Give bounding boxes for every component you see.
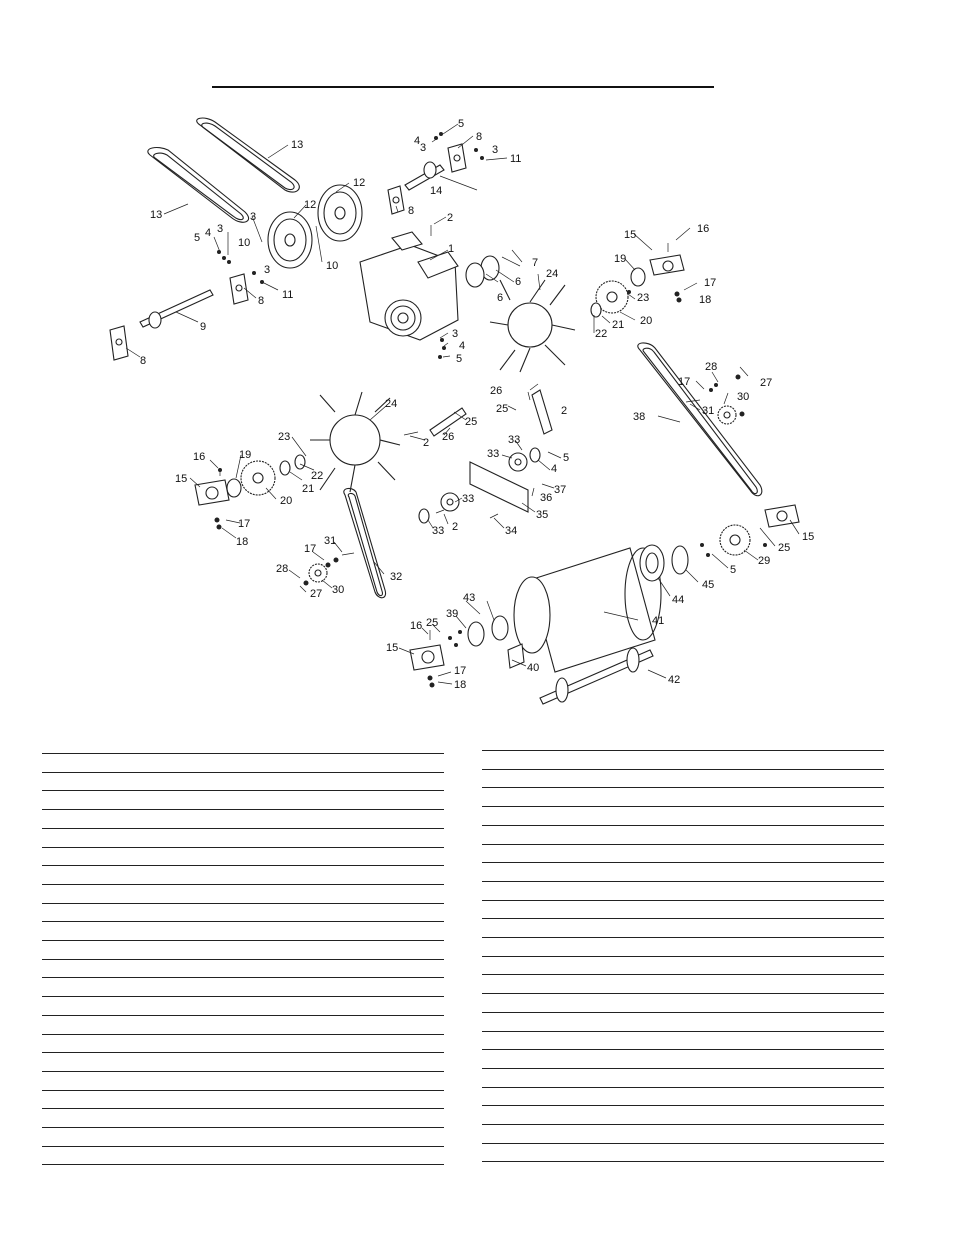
callout-11: 11 xyxy=(282,289,294,301)
pulley-6 xyxy=(466,256,499,287)
callout-33: 33 xyxy=(508,434,521,446)
callout-31: 31 xyxy=(702,405,715,417)
sprocket-29 xyxy=(720,525,750,555)
callout-25: 25 xyxy=(778,542,791,554)
engine-1 xyxy=(360,232,458,340)
table-row xyxy=(482,900,884,901)
table-row xyxy=(482,1161,884,1162)
hub-33-d xyxy=(530,448,540,462)
callout-27: 27 xyxy=(760,377,773,389)
table-row xyxy=(42,1108,444,1109)
callout-5: 5 xyxy=(194,232,201,244)
callout-14: 14 xyxy=(430,185,443,197)
table-row xyxy=(482,787,884,788)
table-row xyxy=(42,1164,444,1165)
table-row xyxy=(482,1087,884,1088)
callout-4: 4 xyxy=(459,340,466,352)
callout-15: 15 xyxy=(386,642,399,654)
callout-8: 8 xyxy=(140,355,147,367)
callout-11: 11 xyxy=(510,153,522,165)
roller-drum-41 xyxy=(514,548,661,672)
table-row xyxy=(42,865,444,866)
table-row xyxy=(42,1034,444,1035)
callout-2: 2 xyxy=(447,212,454,224)
callout-15: 15 xyxy=(624,229,637,241)
callout-22: 22 xyxy=(311,470,324,482)
callout-36: 36 xyxy=(540,492,553,504)
belt-13-front xyxy=(148,148,249,223)
callout-3: 3 xyxy=(492,144,499,156)
table-row xyxy=(42,996,444,997)
callout-23: 23 xyxy=(278,431,291,443)
callout-18: 18 xyxy=(454,679,467,691)
callout-18: 18 xyxy=(236,536,249,548)
flange-43 xyxy=(492,616,508,640)
table-row xyxy=(42,884,444,885)
table-row xyxy=(42,1052,444,1053)
callout-25: 25 xyxy=(496,403,509,415)
sprocket-30-right xyxy=(718,406,736,424)
callout-8: 8 xyxy=(476,131,483,143)
callout-25: 25 xyxy=(465,416,478,428)
callout-10: 10 xyxy=(326,260,339,272)
callout-40: 40 xyxy=(527,662,540,674)
callout-31: 31 xyxy=(324,535,337,547)
table-row xyxy=(42,977,444,978)
callout-37: 37 xyxy=(554,484,567,496)
callout-33: 33 xyxy=(462,493,475,505)
callout-21: 21 xyxy=(302,483,315,495)
callout-13: 13 xyxy=(291,139,304,151)
callout-30: 30 xyxy=(332,584,345,596)
parts-table-left xyxy=(42,753,444,1165)
callout-18: 18 xyxy=(699,294,712,306)
callout-24: 24 xyxy=(385,398,398,410)
callout-35: 35 xyxy=(536,509,549,521)
callout-30: 30 xyxy=(737,391,750,403)
table-row xyxy=(482,1012,884,1013)
callout-21: 21 xyxy=(612,319,625,331)
belt-13-rear xyxy=(197,118,300,192)
bearing-15-upper-right xyxy=(650,255,684,275)
hub-19-right xyxy=(631,268,645,286)
callout-17: 17 xyxy=(238,518,251,530)
table-row xyxy=(482,956,884,957)
table-row xyxy=(42,828,444,829)
callout-22: 22 xyxy=(595,328,608,340)
callout-44: 44 xyxy=(672,594,685,606)
sprocket-20-left xyxy=(241,461,275,495)
callout-3: 3 xyxy=(250,211,257,223)
pulley-12-rear xyxy=(318,185,362,241)
table-row xyxy=(42,1146,444,1147)
flange-45 xyxy=(672,546,688,574)
callout-19: 19 xyxy=(614,253,627,265)
callout-3: 3 xyxy=(217,223,224,235)
bracket-8-left xyxy=(110,326,128,360)
callout-43: 43 xyxy=(463,592,476,604)
callout-10: 10 xyxy=(238,237,251,249)
callout-3: 3 xyxy=(264,264,271,276)
table-row xyxy=(42,921,444,922)
table-row xyxy=(42,1071,444,1072)
callout-9: 9 xyxy=(200,321,207,333)
table-row xyxy=(482,881,884,882)
callout-5: 5 xyxy=(456,353,463,365)
hub-33-c xyxy=(419,509,429,523)
callout-4: 4 xyxy=(551,463,558,475)
table-row xyxy=(482,862,884,863)
flange-39 xyxy=(468,622,484,646)
callout-20: 20 xyxy=(280,495,293,507)
callout-2: 2 xyxy=(452,521,459,533)
callout-16: 16 xyxy=(697,223,710,235)
callout-26: 26 xyxy=(442,431,455,443)
washer-21-left xyxy=(280,461,290,475)
table-row xyxy=(482,750,884,751)
table-row xyxy=(482,769,884,770)
callout-5: 5 xyxy=(563,452,570,464)
table-row xyxy=(482,974,884,975)
callout-16: 16 xyxy=(193,451,206,463)
table-row xyxy=(482,993,884,994)
callout-17: 17 xyxy=(678,376,691,388)
callout-5: 5 xyxy=(458,118,465,130)
callout-2: 2 xyxy=(423,437,430,449)
sprocket-30-left xyxy=(309,564,327,582)
callout-4: 4 xyxy=(205,227,212,239)
pulley-12-front xyxy=(268,212,312,268)
callout-17: 17 xyxy=(304,543,317,555)
callout-39: 39 xyxy=(446,608,459,620)
callout-29: 29 xyxy=(758,555,771,567)
callout-33: 33 xyxy=(487,448,500,460)
callout-32: 32 xyxy=(390,571,403,583)
callout-23: 23 xyxy=(637,292,650,304)
callout-28: 28 xyxy=(705,361,718,373)
callout-labels xyxy=(140,118,814,691)
table-row xyxy=(42,847,444,848)
hub-33-a xyxy=(509,453,527,471)
callout-8: 8 xyxy=(408,205,415,217)
callout-3: 3 xyxy=(420,142,427,154)
table-row xyxy=(42,1127,444,1128)
callout-26: 26 xyxy=(490,385,503,397)
callout-6: 6 xyxy=(515,276,522,288)
table-row xyxy=(42,1015,444,1016)
belt-38 xyxy=(638,343,762,496)
table-row xyxy=(42,790,444,791)
table-row xyxy=(482,937,884,938)
callout-24: 24 xyxy=(546,268,559,280)
bracket-8-top-right xyxy=(448,144,466,172)
callout-13: 13 xyxy=(150,209,163,221)
callout-7: 7 xyxy=(532,257,539,269)
washer-22-left xyxy=(295,455,305,469)
callout-17: 17 xyxy=(454,665,467,677)
callout-12: 12 xyxy=(353,177,366,189)
callout-33: 33 xyxy=(432,525,445,537)
table-row xyxy=(482,806,884,807)
table-row xyxy=(42,903,444,904)
callout-34: 34 xyxy=(505,525,518,537)
bearing-15-left xyxy=(195,480,229,505)
callout-16: 16 xyxy=(410,620,423,632)
table-row xyxy=(482,1049,884,1050)
callout-25: 25 xyxy=(426,617,439,629)
bearing-15-bottom xyxy=(410,645,444,670)
bracket-8-top-left xyxy=(388,186,404,214)
callout-20: 20 xyxy=(640,315,653,327)
callout-15: 15 xyxy=(175,473,188,485)
callout-28: 28 xyxy=(276,563,289,575)
table-row xyxy=(482,1031,884,1032)
callout-17: 17 xyxy=(704,277,717,289)
callout-42: 42 xyxy=(668,674,681,686)
table-row xyxy=(482,1105,884,1106)
callout-6: 6 xyxy=(497,292,504,304)
callout-15: 15 xyxy=(802,531,815,543)
callout-1: 1 xyxy=(448,243,455,255)
table-row xyxy=(482,844,884,845)
callout-27: 27 xyxy=(310,588,323,600)
table-row xyxy=(42,959,444,960)
callout-38: 38 xyxy=(633,411,646,423)
table-row xyxy=(482,1143,884,1144)
table-row xyxy=(482,1068,884,1069)
callout-41: 41 xyxy=(652,615,665,627)
callout-45: 45 xyxy=(702,579,715,591)
callout-19: 19 xyxy=(239,449,252,461)
bearing-15-lower-right xyxy=(765,505,799,527)
table-row xyxy=(42,940,444,941)
table-row xyxy=(42,753,444,754)
washer-21-right xyxy=(591,303,601,317)
table-row xyxy=(42,772,444,773)
callout-5: 5 xyxy=(730,564,737,576)
hub-19-left xyxy=(227,479,241,497)
arm-26-upper xyxy=(532,390,552,434)
callout-4: 4 xyxy=(414,135,421,147)
parts-table-right xyxy=(482,750,884,1145)
callout-2: 2 xyxy=(561,405,568,417)
table-row xyxy=(482,1124,884,1125)
table-row xyxy=(42,1090,444,1091)
hub-33-b xyxy=(441,493,459,511)
callout-8: 8 xyxy=(258,295,265,307)
ring-44 xyxy=(640,545,664,581)
belt-32 xyxy=(344,488,386,597)
table-row xyxy=(482,825,884,826)
table-row xyxy=(42,809,444,810)
table-row xyxy=(482,918,884,919)
callout-3: 3 xyxy=(452,328,459,340)
callout-12: 12 xyxy=(304,199,317,211)
